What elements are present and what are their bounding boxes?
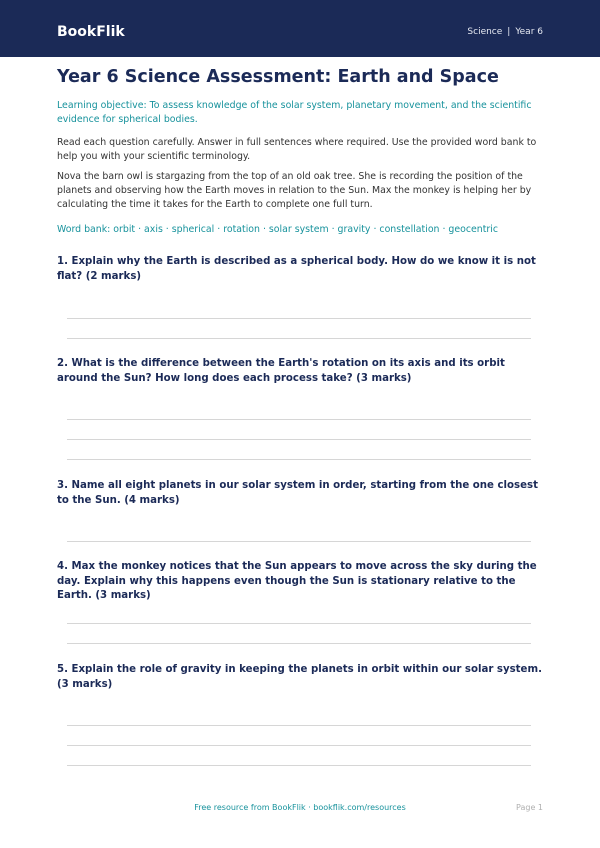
subject-label: Science [467, 27, 503, 37]
answer-line[interactable] [67, 745, 531, 746]
answer-line[interactable] [67, 643, 531, 644]
year-label: Year 6 [515, 27, 543, 37]
answer-line[interactable] [67, 338, 531, 339]
answer-line[interactable] [67, 318, 531, 319]
question-3: 3. Name all eight planets in our solar system in order, starting from the one closest to the Sun. (4 marks) [57, 480, 538, 506]
page-title: Year 6 Science Assessment: Earth and Space [57, 67, 499, 87]
answer-line[interactable] [67, 541, 531, 542]
word-bank: Word bank: orbit · axis · spherical · rotation · solar system · gravity · constellation · geocentric [57, 224, 499, 235]
brand-logo: BookFlik [57, 24, 125, 40]
answer-line[interactable] [67, 623, 531, 624]
answer-line[interactable] [67, 765, 531, 766]
question-1: 1. Explain why the Earth is described as a spherical body. How do we know it is not flat? (2 marks) [57, 256, 536, 282]
instructions-paragraph: Read each question carefully. Answer in full sentences where required. Use the provided word bank to help you with your scientific terminology. [57, 137, 537, 162]
question-4: 4. Max the monkey notices that the Sun appears to move across the sky during the day. Explain why this happens even though the Sun is stationary relative to the Earth. (3 marks) [57, 561, 537, 601]
footer-link[interactable]: Free resource from BookFlik · bookflik.com/resources [194, 803, 406, 812]
page-header [0, 0, 600, 57]
question-5: 5. Explain the role of gravity in keeping the planets in orbit within our solar system. (3 marks) [57, 664, 542, 690]
header-subject-year [467, 26, 543, 38]
page-number: Page 1 [516, 803, 543, 812]
learning-objective: Learning objective: To assess knowledge of the solar system, planetary movement, and the scientific evidence for spherical bodies. [57, 100, 532, 125]
page-footer [0, 802, 600, 814]
scenario-paragraph: Nova the barn owl is stargazing from the top of an old oak tree. She is recording the position of the planets and observing how the Earth moves in relation to the Sun. Max the monkey is helping her by calculating the time it takes for the Earth to complete one full turn. [57, 171, 532, 210]
answer-line[interactable] [67, 459, 531, 460]
header-separator: | [507, 27, 511, 37]
answer-line[interactable] [67, 419, 531, 420]
question-2: 2. What is the difference between the Earth's rotation on its axis and its orbit around the Sun? How long does each process take? (3 marks) [57, 358, 505, 384]
answer-line[interactable] [67, 725, 531, 726]
answer-line[interactable] [67, 439, 531, 440]
